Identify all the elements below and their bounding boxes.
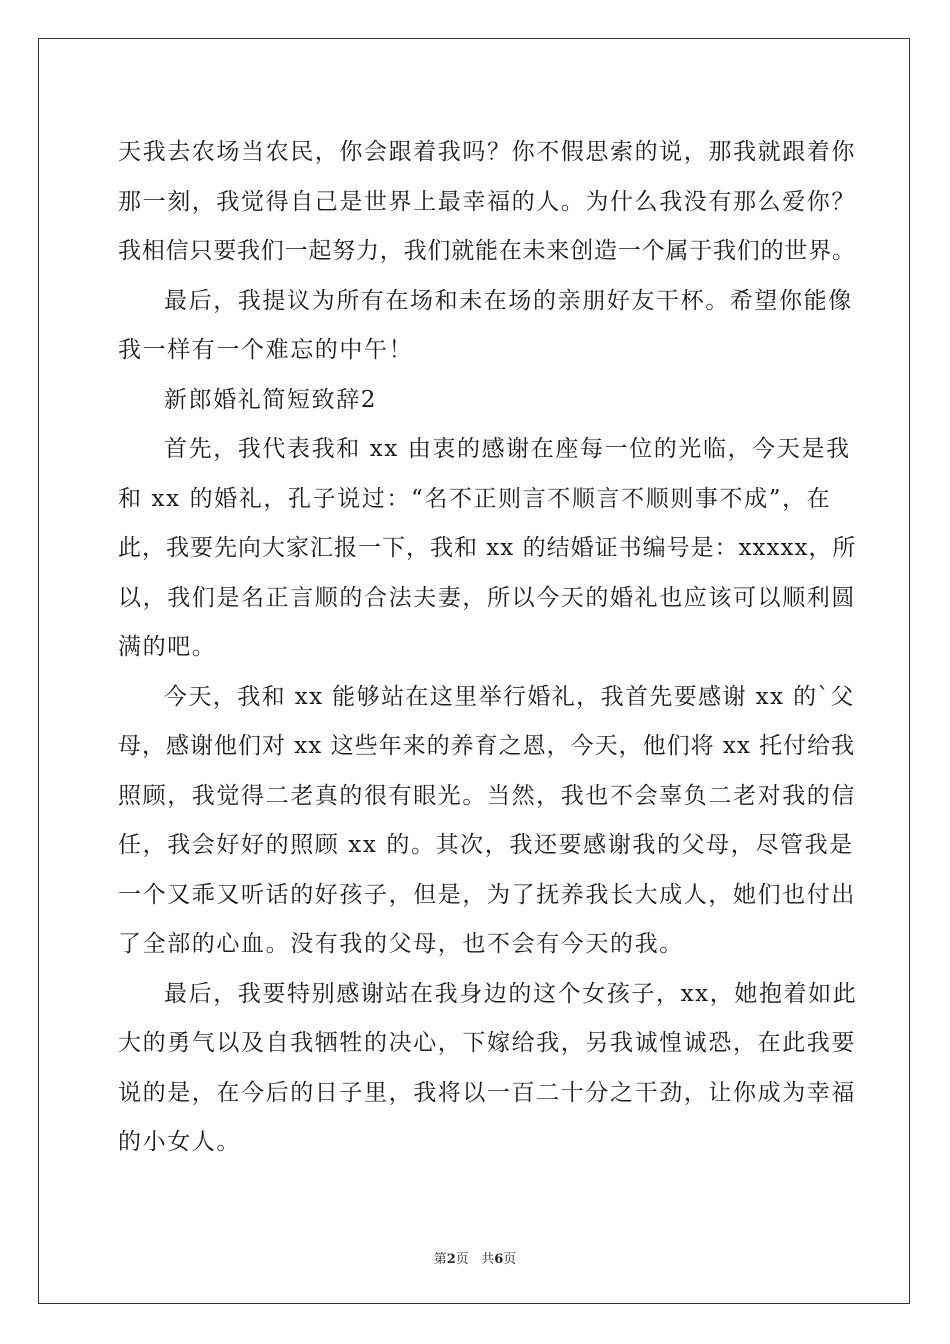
footer-total-pages: 6 <box>494 1252 504 1267</box>
text-line: 我一样有一个难忘的中午！ <box>118 337 414 363</box>
text-line: 最后，我提议为所有在场和未在场的亲朋好友干杯。希望你能像 <box>164 287 853 314</box>
text-line: 和 xx 的婚礼，孔子说过：“名不正则言不顺言不顺则事不成”，在 <box>118 485 832 512</box>
text-line: 我相信只要我们一起努力，我们就能在未来创造一个属于我们的世界。 <box>118 238 856 264</box>
footer-page-suffix: 页 <box>455 1252 469 1267</box>
text-line: 母，感谢他们对 xx 这些年来的养育之恩，今天，他们将 xx 托付给我 <box>118 733 856 759</box>
text-line: 天我去农场当农民，你会跟着我吗？你不假思索的说，那我就跟着你 <box>118 139 856 165</box>
text-line: 那一刻，我觉得自己是世界上最幸福的人。为什么我没有那么爱你？ <box>118 188 856 215</box>
footer-page-number: 2 <box>446 1252 456 1267</box>
text-line: 新郎婚礼简短致辞2 <box>164 386 378 413</box>
footer-total-prefix: 共 <box>481 1252 495 1267</box>
footer-page-prefix: 第 <box>433 1252 447 1267</box>
text-line: 此，我要先向大家汇报一下，我和 xx 的结婚证书编号是：xxxxx，所 <box>118 535 857 561</box>
text-line: 满的吧。 <box>118 634 217 660</box>
text-line: 以，我们是名正言顺的合法夫妻，所以今天的婚礼也应该可以顺利圆 <box>118 584 856 611</box>
text-line: 任，我会好好的照顾 xx 的。其次，我还要感谢我的父母，尽管我是 <box>118 832 854 858</box>
text-line: 照顾，我觉得二老真的很有眼光。当然，我也不会辜负二老对我的信 <box>118 782 856 809</box>
page-footer <box>0 1248 950 1267</box>
text-line: 今天，我和 xx 能够站在这里举行婚礼，我首先要感谢 xx 的`父 <box>164 683 855 710</box>
text-line: 最后，我要特别感谢站在我身边的这个女孩子，xx，她抱着如此 <box>164 980 858 1007</box>
text-line: 说的是，在今后的日子里，我将以一百二十分之干劲，让你成为幸福 <box>118 1079 856 1106</box>
text-line: 一个又乖又听话的好孩子，但是，为了抚养我长大成人，她们也付出 <box>118 881 856 908</box>
text-line: 了全部的心血。没有我的父母，也不会有今天的我。 <box>118 931 684 957</box>
document-body <box>118 128 858 1168</box>
footer-total-suffix: 页 <box>503 1252 517 1267</box>
text-line: 大的勇气以及自我牺牲的决心，下嫁给我，另我诚惶诚恐，在此我要 <box>118 1030 856 1056</box>
text-line: 的小女人。 <box>118 1129 241 1155</box>
text-line: 首先，我代表我和 xx 由衷的感谢在座每一位的光临，今天是我 <box>164 436 851 462</box>
